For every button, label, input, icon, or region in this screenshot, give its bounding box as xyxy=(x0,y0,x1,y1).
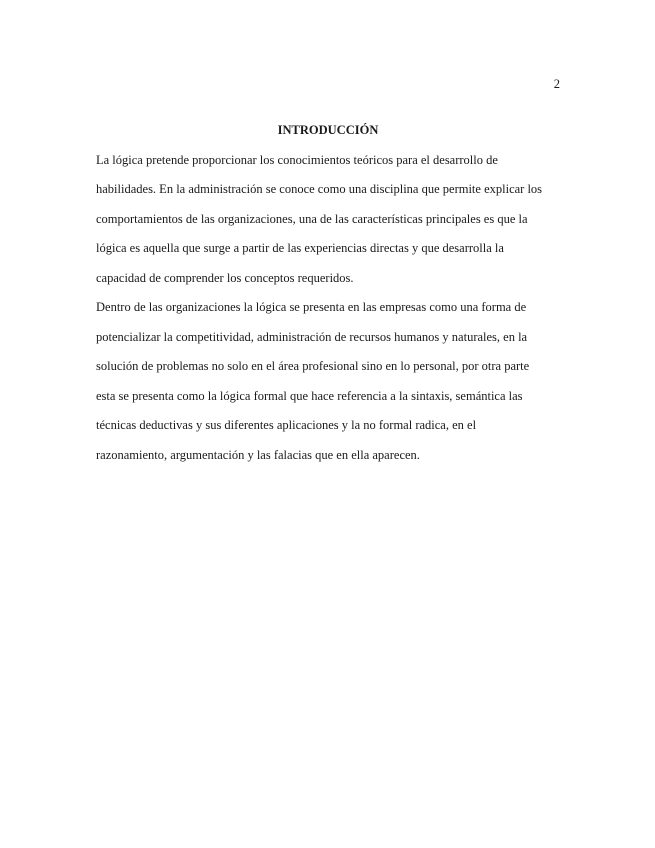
paragraph-line: lógica es aquella que surge a partir de las experiencias directas y que desarrolla la xyxy=(96,241,504,255)
paragraph-line: capacidad de comprender los conceptos requeridos. xyxy=(96,271,354,285)
paragraph-line: La lógica pretende proporcionar los conocimientos teóricos para el desarrollo de xyxy=(96,153,498,167)
paragraph-line: esta se presenta como la lógica formal que hace referencia a la sintaxis, semántica las xyxy=(96,389,523,403)
paragraph-line: habilidades. En la administración se conoce como una disciplina que permite explicar los xyxy=(96,182,543,196)
paragraph-line: razonamiento, argumentación y las falacias que en ella aparecen. xyxy=(96,448,420,462)
paragraph-line: potencializar la competitividad, administración de recursos humanos y naturales, en la xyxy=(96,330,528,344)
paragraph-line: solución de problemas no solo en el área profesional sino en lo personal, por otra parte xyxy=(96,359,530,373)
paragraph-line: Dentro de las organizaciones la lógica se presenta en las empresas como una forma de xyxy=(96,300,527,314)
paragraph-line: técnicas deductivas y sus diferentes aplicaciones y la no formal radica, en el xyxy=(96,418,477,432)
page-title: INTRODUCCIÓN xyxy=(277,123,379,137)
paragraph-line: comportamientos de las organizaciones, una de las características principales es que la xyxy=(96,212,528,226)
page-number: 2 xyxy=(553,77,560,91)
